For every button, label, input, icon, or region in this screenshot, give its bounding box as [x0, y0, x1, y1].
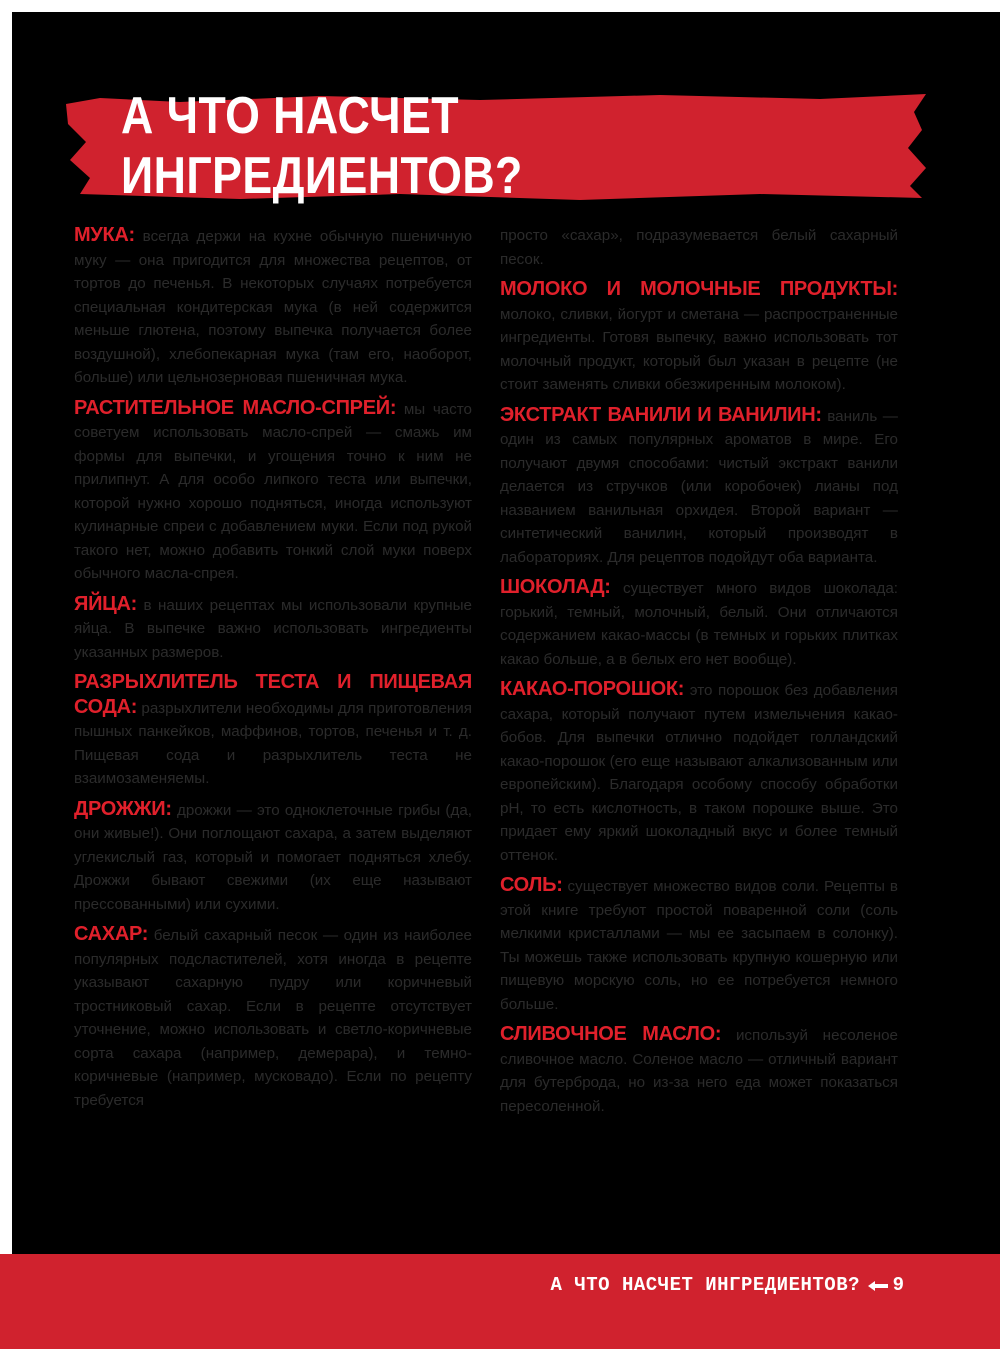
entry-cocoa	[500, 678, 898, 867]
entry-term: СЛИВОЧНОЕ МАСЛО:	[500, 1023, 722, 1045]
entry-text: всегда держи на кухне обычную пшеничную муку — она пригодится для множества рецептов, от тортов до печенья. В некоторых случаях потребуется специальная кондитерская мука (в ней содержится меньше глютена, поэтому выпечка получается более воздушной), хлебопекарная мука (там его, наоборот, больше) или цельнозерновая пшеничная мука.	[74, 228, 472, 386]
entry-salt	[500, 874, 898, 1016]
footer-bar	[0, 1254, 1000, 1349]
entry-term: САХАР:	[74, 923, 149, 945]
entry-text: в наших рецептах мы использовали крупные яйца. В выпечке важно использовать ингредиенты указанных размеров.	[74, 596, 472, 661]
entry-text: мы часто советуем использовать масло-спрей — смажь им формы для выпечки, и угощения точно к ним не прилипнут. А для особо липкого теста или выпечки, которой нужно хорошо подняться, иногда используют кулинарные спреи с добавлением муки. Если под рукой такого нет, можно добавить тонкий слой муки поверх обычного масла-спрея.	[74, 400, 473, 582]
entry-term: РАСТИТЕЛЬНОЕ МАСЛО-СПРЕЙ:	[74, 396, 397, 419]
entry-baking-powder	[74, 671, 472, 791]
entry-term: КАКАО-ПОРОШОК:	[500, 678, 685, 700]
entry-yeast	[74, 798, 472, 917]
entry-dairy	[500, 278, 898, 397]
entry-eggs	[74, 593, 472, 665]
entry-text: существует много видов шоколада: горький, темный, молочный, белый. Они отличаются содержанием какао-массы (в темных и горьких плитках какао больше, а в белых его нет вообще).	[500, 580, 898, 668]
page-title: А ЧТО НАСЧЕТ ИНГРЕДИЕНТОВ?	[121, 87, 523, 205]
arrow-left-icon	[868, 1280, 888, 1292]
sugar-continuation	[500, 224, 898, 271]
entry-text: ваниль — один из самых популярных ароматов в мире. Его получают двумя способами: чистый экстракт ванили делается из стручков (или коробочек) лианы под названием ванильная орхидея. Второй вариант — синтетический ванилин, который производят в лабораториях. Для рецептов подойдут оба варианта.	[500, 407, 898, 566]
entry-term: ШОКОЛАД:	[500, 576, 611, 598]
entry-flour	[74, 224, 472, 390]
entry-term: МУКА:	[74, 224, 135, 246]
entry-text: это порошок без добавления сахара, который получают путем измельчения какао-бобов. Для выпечки отлично подойдет голландский какао-порошок (его еще называют алкализованным или европейским). Благодаря особому способу обработки pH, то есть кислотность, в таком порошке выше. Это придает ему яркий шоколадный вкус и более темный оттенок.	[500, 682, 898, 864]
entry-text: используй несоленое сливочное масло. Соленое масло — отличный вариант для бутерброда, но из-за него еда может показаться пересоленной.	[500, 1027, 898, 1115]
entry-oil-spray	[74, 397, 472, 586]
left-column	[74, 224, 472, 1119]
entry-text: разрыхлители необходимы для приготовления пышных панкейков, маффинов, тортов, печенья и т. д. Пищевая сода и разрыхлитель теста не взаимозаменяемы.	[74, 699, 472, 787]
entry-text: дрожжи — это одноклеточные грибы (да, они живые!). Они поглощают сахара, а затем выделяют углекислый газ, который и помогает подняться хлебу. Дрожжи бывают свежими (их еще называют прессованными) или сухими.	[74, 801, 472, 913]
entry-chocolate	[500, 576, 898, 671]
entry-term: СОЛЬ:	[500, 874, 563, 896]
entry-butter	[500, 1023, 898, 1118]
entry-sugar	[74, 923, 472, 1112]
entry-text: молоко, сливки, йогурт и сметана — распространенные ингредиенты. Готовя выпечку, важно использовать тот молочный продукт, который был указан в рецепте (не стоит заменять сливки обезжиренным молоком).	[500, 305, 898, 393]
running-title: А ЧТО НАСЧЕТ ИНГРЕДИЕНТОВ?	[550, 1274, 860, 1296]
entry-term: МОЛОКО И МОЛОЧНЫЕ ПРОДУКТЫ:	[500, 278, 898, 300]
entry-text: белый сахарный песок — один из наиболее популярных подсластителей, хотя иногда в рецепте указывают сахарную пудру или коричневый тростниковый сахар. Если в рецепте отсутствует уточнение, можно использовать и светло-коричневые сорта сахара (например, демерара), и темно-коричневые (например, мусковадо). Если по рецепту требуется	[74, 927, 472, 1109]
entry-term: ДРОЖЖИ:	[74, 797, 172, 820]
right-column	[500, 224, 898, 1125]
title-banner	[60, 87, 932, 205]
entry-vanilla	[500, 404, 898, 570]
entry-term: ЯЙЦА:	[74, 592, 137, 615]
page	[12, 12, 1000, 1254]
entry-text: просто «сахар», подразумевается белый сахарный песок.	[500, 227, 898, 268]
page-number: 9	[892, 1274, 904, 1296]
entry-term: РАЗРЫХЛИТЕЛЬ ТЕСТА И ПИЩЕВАЯ СОДА:	[74, 671, 472, 718]
entry-term: ЭКСТРАКТ ВАНИЛИ И ВАНИЛИН:	[500, 403, 822, 426]
entry-text: существует множество видов соли. Рецепты в этой книге требуют простой поваренной соли (соль мелкими кристаллами — мы ее засыпаем в солонку). Ты можешь также использовать крупную кошерную или пищевую морскую соль, но ее потребуется немного больше.	[500, 878, 898, 1013]
